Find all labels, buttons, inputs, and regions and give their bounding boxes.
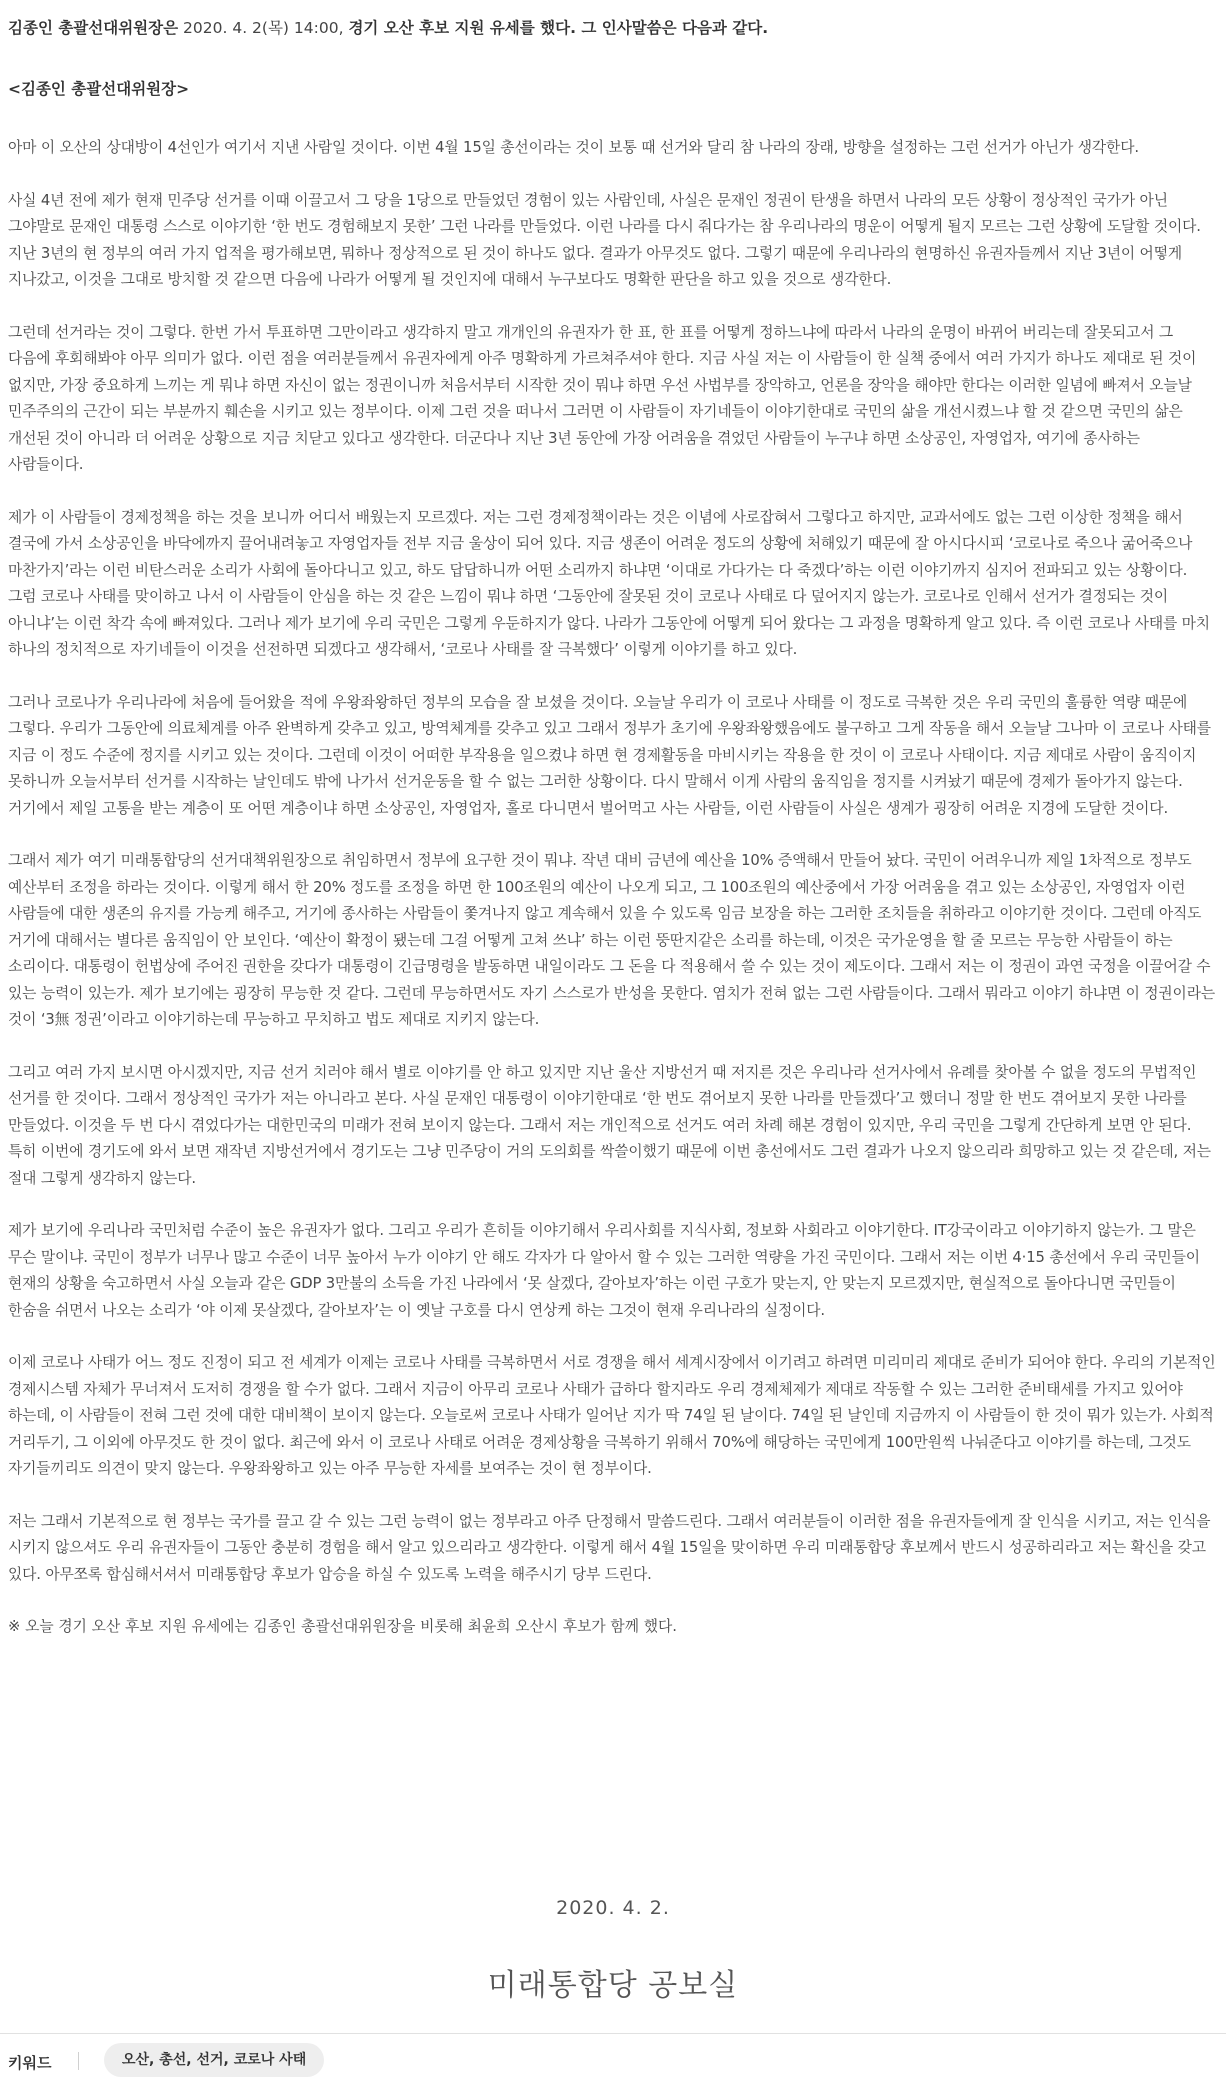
paragraph: 제가 보기에 우리나라 국민처럼 수준이 높은 유권자가 없다. 그리고 우리가 흔히들 이야기해서 우리사회를 지식사회, 정보화 사회라고 이야기한다. IT강국이라고 이야기하지 않는가. 그 말은 무슨 말이냐. 국민이 정부가 너무나 많고 수준이 너무 높아서 누가 이야기 안 해도 각자가 다 알아서 할 수 있는 그러한 역량을 가진 국민이다. 그래서 저는 이번 4·15 총선에서 우리 국민들이 현재의 상황을 숙고하면서 사실 오늘과 같은 GDP 3만불의 소득을 가진 나라에서 ‘못 살겠다, 갈아보자’하는 이런 구호가 맞는지, 안 맞는지 모르겠지만, 현실적으로 돌아다니면 국민들이 한숨을 쉬면서 나오는 소리가 ‘야 이제 못살겠다, 갈아보자’는 이 옛날 구호를 다시 연상케 하는 그것이 현재 우리나라의 실정이다.: [8, 1222, 1200, 1319]
keyword-bar: [0, 2033, 1226, 2088]
footnote: ※ 오늘 경기 오산 후보 지원 유세에는 김종인 총괄선대위원장을 비롯해 최윤희 오산시 후보가 함께 했다.: [8, 1618, 677, 1635]
lead-datetime: 2020. 4. 2(목) 14:00,: [178, 19, 349, 37]
lead-subject: 김종인 총괄선대위원장은: [8, 19, 179, 37]
paragraph: 제가 이 사람들이 경제정책을 하는 것을 보니까 어디서 배웠는지 모르겠다. 저는 그런 경제정책이라는 것은 이념에 사로잡혀서 그렇다고 하지만, 교과서에도 없는 그런 이상한 정책을 해서 결국에 가서 소상공인을 바닥에까지 끌어내려놓고 자영업자들 전부 지금 울상이 되어 있다. 지금 생존이 어려운 정도의 상황에 처해있기 때문에 잘 아시다시피 ‘코로나로 죽으나 굶어죽으나 마찬가지’라는 이런 비탄스러운 소리가 사회에 돌아다니고 있고, 하도 답답하니까 어떤 소리까지 하냐면 ‘이대로 가다가는 다 죽겠다’하는 이런 이야기까지 심지어 전파되고 있는 상황이다. 그럼 코로나 사태를 맞이하고 나서 이 사람들이 안심을 하는 것 같은 느낌이 뭐냐 하면 ‘그동안에 잘못된 것이 코로나 사태로 다 덮어지지 않는가. 코로나로 인해서 선거가 결정되는 것이 아니냐’는 이런 착각 속에 빠져있다. 그러나 제가 보기에 우리 국민은 그렇게 우둔하지가 않다. 나라가 그동안에 어떻게 되어 왔다는 그 과정을 명확하게 알고 있다. 즉 이런 코로나 사태를 마치 하나의 정치적으로 자기네들이 이것을 선전하면 되겠다고 생각해서, ‘코로나 사태를 잘 극복했다’ 이렇게 이야기를 하고 있다.: [8, 508, 1210, 658]
signature: 미래통합당 공보실: [487, 1968, 739, 2003]
paragraph: 사실 4년 전에 제가 현재 민주당 선거를 이때 이끌고서 그 당을 1당으로 만들었던 경험이 있는 사람인데, 사실은 문재인 정권이 탄생을 하면서 나라의 모든 상황이 정상적인 국가가 아닌 그야말로 문재인 대통령 스스로 이야기한 ‘한 번도 경험해보지 못한’ 그런 나라를 만들었다. 이런 나라를 다시 줘다가는 참 우리나라의 명운이 어떻게 될지 모르는 그런 상황에 도달할 것이다. 지난 3년의 현 정부의 여러 가지 업적을 평가해보면, 뭐하나 정상적으로 된 것이 하나도 없다. 결과가 아무것도 없다. 그렇기 때문에 우리나라의 현명하신 유권자들께서 지난 3년이 어떻게 지나갔고, 이것을 그대로 방치할 것 같으면 다음에 나라가 어떻게 될 것인지에 대해서 누구보다도 명확한 판단을 하고 있을 것으로 생각한다.: [8, 191, 1201, 288]
lead-event: 경기 오산 후보 지원 유세를 했다. 그 인사말씀은 다음과 같다.: [348, 19, 769, 37]
speaker-heading: <김종인 총괄선대위원장>: [8, 80, 190, 98]
paragraph: 그리고 여러 가지 보시면 아시겠지만, 지금 선거 치러야 해서 별로 이야기를 안 하고 있지만 지난 울산 지방선거 때 저지른 것은 우리나라 선거사에서 유례를 찾아볼 수 없을 정도의 무법적인 선거를 한 것이다. 그래서 정상적인 국가가 저는 아니라고 본다. 사실 문재인 대통령이 이야기한대로 ‘한 번도 겪어보지 못한 나라를 만들겠다’고 했더니 정말 한 번도 겪어보지 못한 나라를 만들었다. 이것을 두 번 다시 겪었다가는 대한민국의 미래가 전혀 보이지 않는다. 그래서 저는 개인적으로 선거도 여러 차례 해본 경험이 있지만, 우리 국민을 그렇게 간단하게 보면 안 된다. 특히 이번에 경기도에 와서 보면 재작년 지방선거에서 경기도는 그냥 민주당이 거의 도의회를 싹쓸이했기 때문에 이번 총선에서도 그런 결과가 나오지 않으리라 희망하고 있는 것 같은데, 저는 절대 그렇게 생각하지 않는다.: [8, 1063, 1211, 1187]
keyword-divider: [78, 2052, 79, 2070]
keyword-tag[interactable]: 오산, 총선, 선거, 코로나 사태: [104, 2043, 324, 2077]
paragraph: 저는 그래서 기본적으로 현 정부는 국가를 끌고 갈 수 있는 그런 능력이 없는 정부라고 아주 단정해서 말씀드린다. 그래서 여러분들이 이러한 점을 유권자들에게 잘 인식을 시키고, 저는 인식을 시키지 않으셔도 우리 유권자들이 그동안 충분히 경험을 해서 알고 있으리라고 생각한다. 이렇게 해서 4월 15일을 맞이하면 우리 미래통합당 후보께서 반드시 성공하리라고 저는 확신을 갖고 있다. 아무쪼록 합심해서셔서 미래통합당 후보가 압승을 하실 수 있도록 노력을 해주시기 당부 드린다.: [8, 1512, 1211, 1583]
paragraph: 그러나 코로나가 우리나라에 처음에 들어왔을 적에 우왕좌왕하던 정부의 모습을 잘 보셨을 것이다. 오늘날 우리가 이 코로나 사태를 이 정도로 극복한 것은 우리 국민의 훌륭한 역량 때문에 그렇다. 우리가 그동안에 의료체계를 아주 완벽하게 갖추고 있고, 방역체계를 갖추고 있고 그래서 정부가 초기에 우왕좌왕했음에도 불구하고 그게 작동을 해서 오늘날 그나마 이 코로나 사태를 지금 이 정도 수준에 정지를 시키고 있는 것이다. 그런데 이것이 어떠한 부작용을 일으켰냐 하면 현 경제활동을 마비시키는 작용을 한 것이 이 코로나 사태이다. 지금 제대로 사람이 움직이지 못하니까 오늘서부터 선거를 시작하는 날인데도 밖에 나가서 선거운동을 할 수 없는 그러한 상황이다. 다시 말해서 이게 사람의 움직임을 정지를 시켜놨기 때문에 경제가 돌아가지 않는다. 거기에서 제일 고통을 받는 계층이 또 어떤 계층이냐 하면 소상공인, 자영업자, 홀로 다니면서 벌어먹고 사는 사람들, 이런 사람들이 사실은 생계가 굉장히 어려운 지경에 도달한 것이다.: [8, 693, 1211, 817]
paragraph: 아마 이 오산의 상대방이 4선인가 여기서 지낸 사람일 것이다. 이번 4월 15일 총선이라는 것이 보통 때 선거와 달리 참 나라의 장래, 방향을 설정하는 그런 선거가 아닌가 생각한다.: [8, 139, 1139, 156]
keyword-label: 키워드: [8, 2054, 52, 2072]
paragraph: 그래서 제가 여기 미래통합당의 선거대책위원장으로 취임하면서 정부에 요구한 것이 뭐냐. 작년 대비 금년에 예산을 10% 증액해서 만들어 놨다. 국민이 어려우니까 제일 1차적으로 정부도 예산부터 조정을 하라는 것이다. 이렇게 해서 한 20% 정도를 조정을 하면 한 100조원의 예산이 나오게 되고, 그 100조원의 예산중에서 가장 어려움을 겪고 있는 소상공인, 자영업자 이런 사람들에 대한 생존의 유지를 가능케 해주고, 거기에 종사하는 사람들이 쫓겨나지 않고 계속해서 있을 수 있도록 임금 보장을 하는 그러한 조치들을 취하라고 이야기한 것이다. 그런데 아직도 거기에 대해서는 별다른 움직임이 안 보인다. ‘예산이 확정이 됐는데 그걸 어떻게 고쳐 쓰냐’ 하는 이런 뚱딴지같은 소리를 하는데, 이것은 국가운영을 할 줄 모르는 무능한 사람들이 하는 소리이다. 대통령이 헌법상에 주어진 권한을 갖다가 대통령이 긴급명령을 발동하면 내일이라도 그 돈을 다 적용해서 쓸 수 있는 것이 제도이다. 그래서 저는 이 정권이 과연 국정을 이끌어갈 수 있는 능력이 있는가. 제가 보기에는 굉장히 무능한 것 같다. 그런데 무능하면서도 자기 스스로가 반성을 못한다. 염치가 전혀 없는 그런 사람들이다. 그래서 뭐라고 이야기 하냐면 이 정권이라는 것이 ‘3無 정권’이라고 이야기하는데 무능하고 무치하고 법도 제대로 지키지 않는다.: [8, 852, 1215, 1028]
paragraph: 이제 코로나 사태가 어느 정도 진정이 되고 전 세계가 이제는 코로나 사태를 극복하면서 서로 경쟁을 해서 세계시장에서 이기려고 하려면 미리미리 제대로 준비가 되어야 한다. 우리의 기본적인 경제시스템 자체가 무너져서 도저히 경쟁을 할 수가 없다. 그래서 지금이 아무리 코로나 사태가 급하다 할지라도 우리 경제체제가 제대로 작동할 수 있는 그러한 준비태세를 가지고 있어야 하는데, 이 사람들이 전혀 그런 것에 대한 대비책이 보이지 않는다. 오늘로써 코로나 사태가 일어난 지가 딱 74일 된 날이다. 74일 된 날인데 지금까지 이 사람들이 한 것이 뭐가 있는가. 사회적 거리두기, 그 이외에 아무것도 한 것이 없다. 최근에 와서 이 코로나 사태로 어려운 경제상황을 극복하기 위해서 70%에 해당하는 국민에게 100만원씩 나눠준다고 이야기를 하는데, 그것도 자기들끼리도 의견이 맞지 않는다. 우왕좌왕하고 있는 아주 무능한 자세를 보여주는 것이 현 정부이다.: [8, 1354, 1216, 1477]
paragraph: 그런데 선거라는 것이 그렇다. 한번 가서 투표하면 그만이라고 생각하지 말고 개개인의 유권자가 한 표, 한 표를 어떻게 정하느냐에 따라서 나라의 운명이 바뀌어 버리는데 잘못되고서 그 다음에 후회해봐야 아무 의미가 없다. 이런 점을 여러분들께서 유권자에게 아주 명확하게 가르쳐주셔야 한다. 지금 사실 저는 이 사람들이 한 실책 중에서 여러 가지가 하나도 제대로 된 것이 없지만, 가장 중요하게 느끼는 게 뭐냐 하면 자신이 없는 정권이니까 처음서부터 시작한 것이 뭐냐 하면 우선 사법부를 장악하고, 언론을 장악을 해야만 한다는 이러한 일념에 빠져서 오늘날 민주주의의 근간이 되는 부분까지 훼손을 시키고 있는 정부이다. 이제 그런 것을 떠나서 그러면 이 사람들이 자기네들이 이야기한대로 국민의 삶을 개선시켰느냐 할 것 같으면 국민의 삶은 개선된 것이 아니라 더 어려운 상황으로 지금 치닫고 있다고 생각한다. 더군다나 지난 3년 동안에 가장 어려움을 겪었던 사람들이 누구냐 하면 소상공인, 자영업자, 여기에 종사하는 사람들이다.: [8, 323, 1197, 473]
release-date: 2020. 4. 2.: [556, 1897, 670, 1919]
lead-sentence: [8, 14, 1218, 43]
article-body: [8, 14, 1218, 1640]
